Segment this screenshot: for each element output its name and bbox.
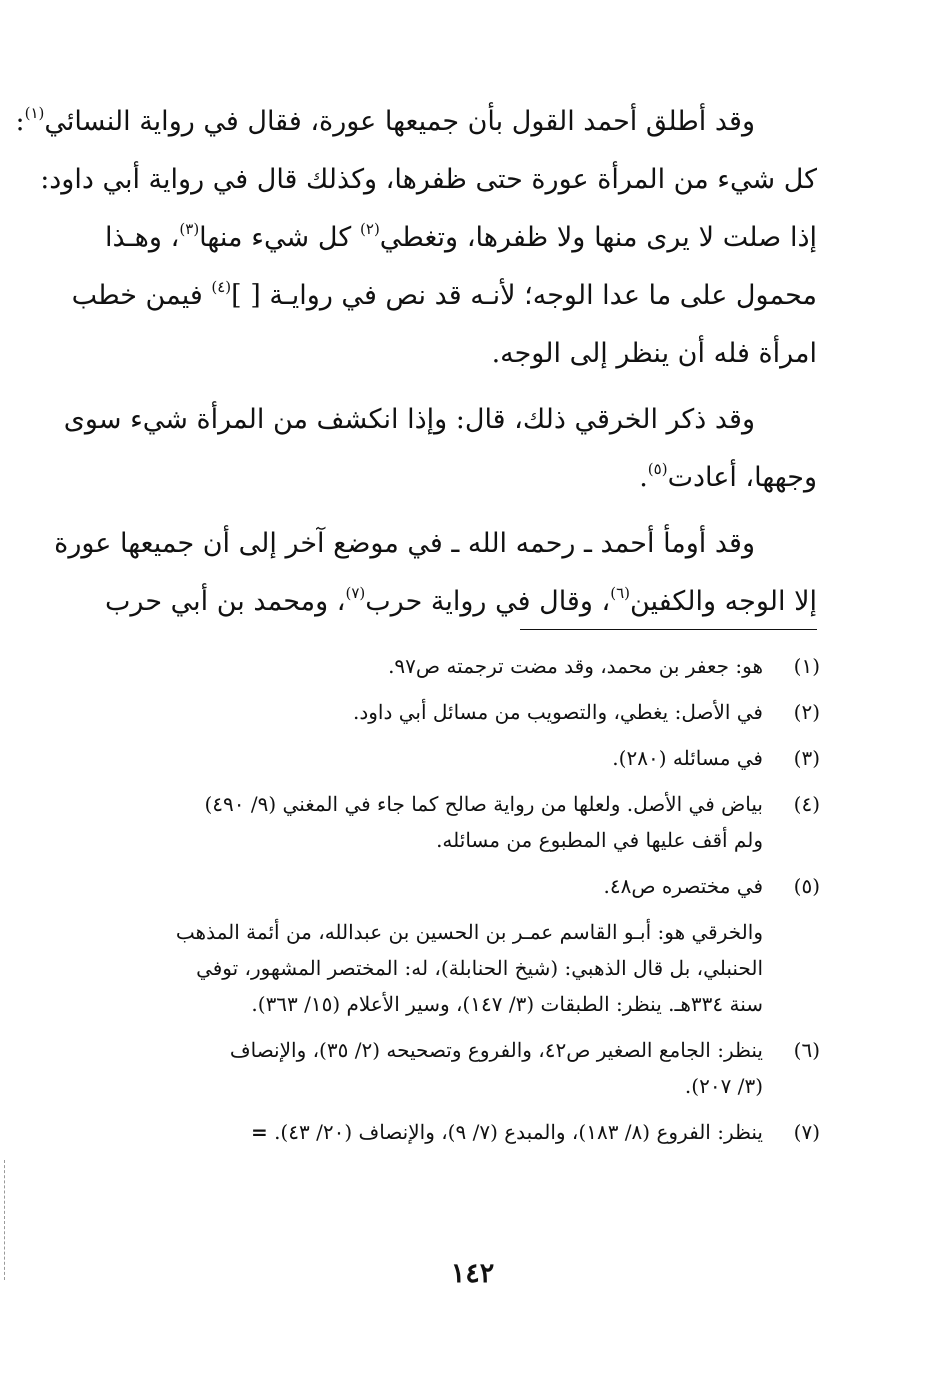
text-line: وقد أومأ أحمد ـ رحمه الله ـ في موضع آخر إلى أن جميعها عورة: [54, 528, 755, 559]
footnote-separator: [520, 629, 817, 630]
footnote-2: [108, 694, 820, 730]
footnote-7: [108, 1114, 820, 1150]
footnote-text: ولم أقف عليها في المطبوع من مسائله.: [436, 828, 763, 852]
footnote-ref-7[interactable]: (٧): [345, 584, 366, 602]
text-line: محمول على ما عدا الوجه؛ لأنـه قد نص في روايـة [ ]$^{(٤)}$ فيمن خطب: [71, 278, 817, 311]
page-number: ١٤٢: [450, 1258, 495, 1289]
paragraph-2: [63, 391, 817, 507]
footnote-text: ينظر: الفروع (٨/ ١٨٣)، والمبدع (٧/ ٩)، والإنصاف (٢٠/ ٤٣). =: [250, 1120, 763, 1144]
footnote-number: (١): [793, 654, 820, 678]
footnote-number: (٢): [793, 700, 820, 724]
footnotes: [108, 648, 820, 1150]
footnote-text: في الأصل: يغطي، والتصويب من مسائل أبي داود.: [352, 700, 763, 724]
footnote-number: (٧): [793, 1120, 820, 1144]
text-line: وقد أطلق أحمد القول بأن جميعها عورة، فقال في رواية النسائي$^{(١)}$:: [15, 104, 755, 137]
main-text: [15, 93, 818, 631]
footnote-ref-5[interactable]: (٥): [647, 460, 668, 478]
footnote-text: بياض في الأصل. ولعلها من رواية صالح كما جاء في المغني (٩/ ٤٩٠): [204, 792, 763, 816]
footnote-number: (٦): [793, 1038, 820, 1062]
text-line: وقد ذكر الخرقي ذلك، قال: وإذا انكشف من المرأة شيء سوى: [63, 404, 755, 435]
footnote-text: في مسائله (٢٨٠).: [612, 746, 763, 770]
footnote-ref-3[interactable]: (٣): [179, 220, 200, 238]
footnote-text: ينظر: الجامع الصغير ص٤٢، والفروع وتصحيحه (٢/ ٣٥)، والإنصاف: [229, 1038, 763, 1062]
footnote-4: [108, 786, 820, 858]
footnote-number: (٥): [793, 874, 820, 898]
text-line: وجهها، أعادت$^{(٥)}$.: [639, 460, 817, 493]
footnote-5-continued: [108, 914, 820, 1022]
footnote-number: (٤): [793, 792, 820, 816]
continuation-mark: =: [250, 1120, 268, 1144]
footnote-ref-4[interactable]: (٤): [211, 278, 232, 296]
footnote-ref-1[interactable]: (١): [24, 104, 45, 122]
text-line: امرأة فله أن ينظر إلى الوجه.: [491, 338, 817, 369]
footnote-text: الحنبلي، بل قال الذهبي: (شيخ الحنابلة)، له: المختصر المشهور، توفي: [196, 956, 763, 980]
footnote-number: (٣): [793, 746, 820, 770]
footnote-5: [108, 868, 820, 904]
footnote-ref-6[interactable]: (٦): [610, 584, 630, 602]
footnote-text: (٣/ ٢٠٧).: [684, 1074, 763, 1098]
text-line: كل شيء من المرأة عورة حتى ظفرها، وكذلك قال في رواية أبي داود:: [40, 164, 817, 195]
paragraph-3: [54, 515, 818, 631]
footnote-6: [108, 1032, 820, 1104]
footnote-text: هو: جعفر بن محمد، وقد مضت ترجمته ص٩٧.: [388, 654, 763, 678]
footnote-1: [108, 648, 820, 684]
footnote-text: والخرقي هو: أبـو القاسم عمـر بن الحسين بن عبدالله، من أئمة المذهب: [175, 920, 763, 944]
footnote-text: سنة ٣٣٤هـ. ينظر: الطبقات (٣/ ١٤٧)، وسير الأعلام (١٥/ ٣٦٣).: [251, 992, 763, 1016]
footnote-text: في مختصره ص٤٨.: [603, 874, 763, 898]
footnote-3: [108, 740, 820, 776]
paragraph-1: [15, 93, 817, 383]
text-line: إذا صلت لا يرى منها ولا ظفرها، وتغطي$^{(٢)}$ كل شيء منها$^{(٣)}$، وهـذا: [105, 220, 817, 253]
footnote-ref-2[interactable]: (٢): [360, 220, 380, 238]
scan-edge-mark: [4, 1160, 5, 1280]
text-line: إلا الوجه والكفين$^{(٦)}$، وقال في رواية حرب$^{(٧)}$، ومحمد بن أبي حرب: [105, 584, 818, 617]
